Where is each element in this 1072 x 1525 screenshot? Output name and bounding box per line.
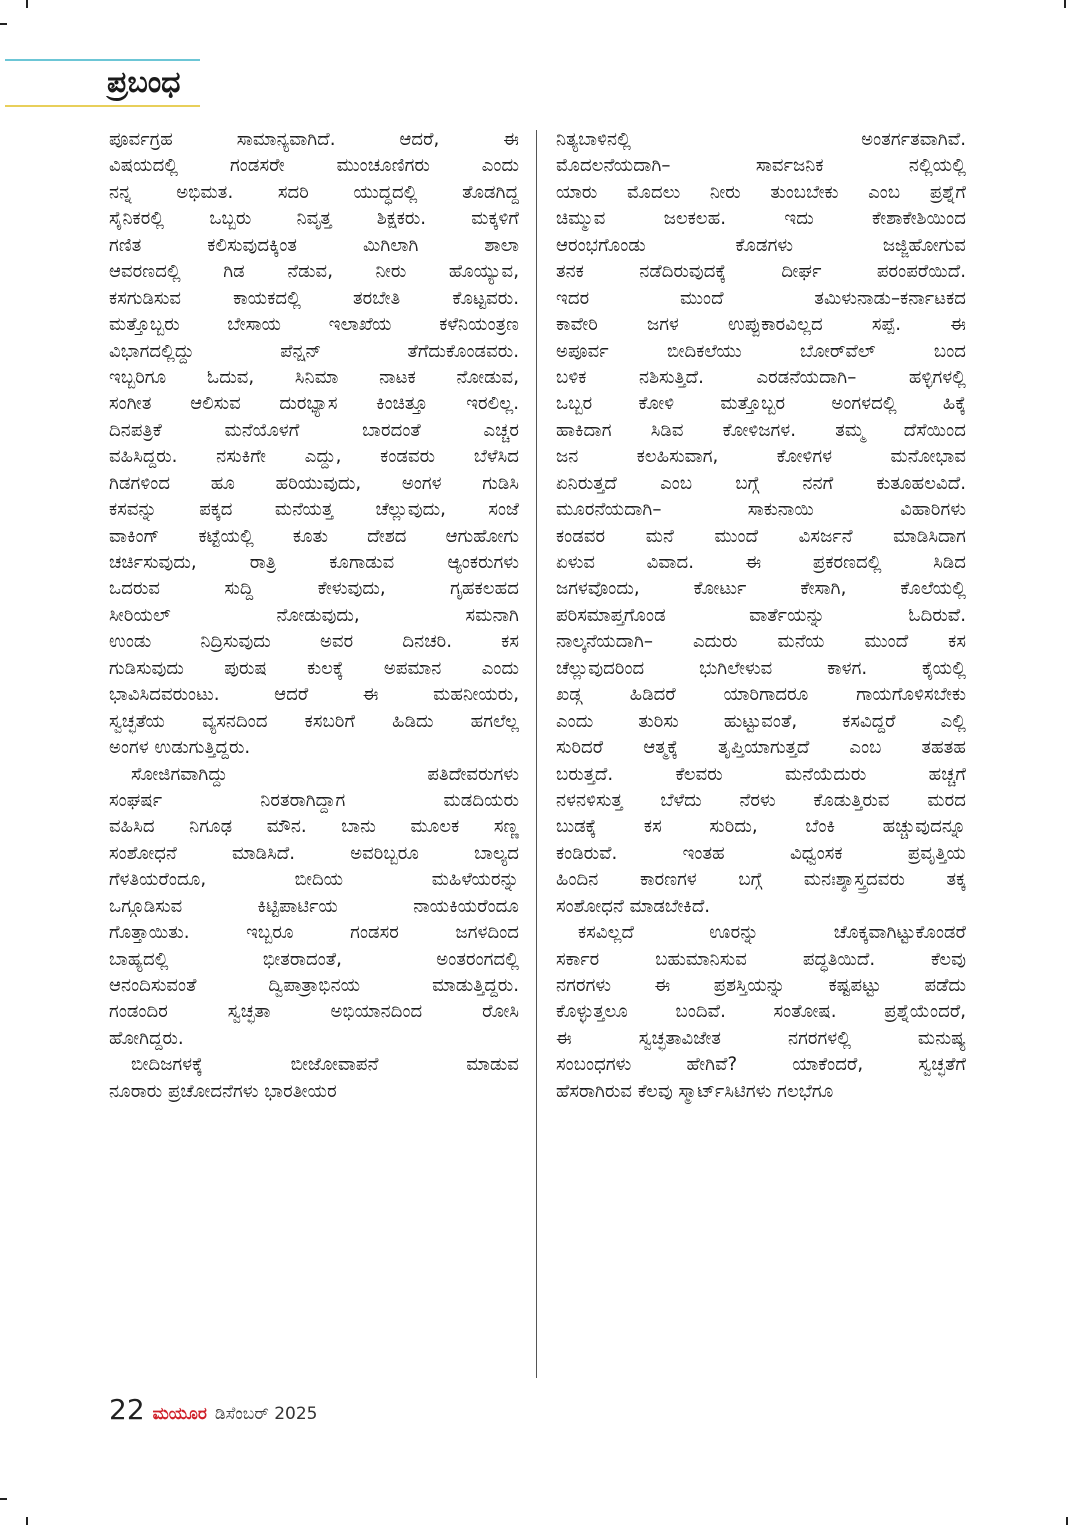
- issue-date: ಡಿಸೆಂಬರ್ 2025: [214, 1404, 318, 1424]
- text-line: ಗಿಡಗಳಿಂದ ಹೂ ಹರಿಯುವುದು, ಅಂಗಳ ಗುಡಿಸಿ: [109, 472, 519, 494]
- text-line: ನಿತ್ಯಬಾಳಿನಲ್ಲಿ ಅಂತರ್ಗತವಾಗಿವೆ.: [556, 129, 966, 150]
- text-line: ಕಸಗುಡಿಸುವ ಕಾಯಕದಲ್ಲಿ ತರಬೇತಿ ಕೊಟ್ಟವರು.: [109, 287, 519, 309]
- text-line: ಸೋಜಿಗವಾಗಿದ್ದು ಪತಿದೇವರುಗಳು: [131, 763, 519, 785]
- text-line: ಗುಡಿಸುವುದು ಪುರುಷ ಕುಲಕ್ಕೆ ಅಪಮಾನ ಎಂದು: [109, 657, 519, 679]
- text-line: ಮೂರನೆಯದಾಗಿ– ಸಾಕುನಾಯಿ ವಿಹಾರಿಗಳು: [556, 499, 966, 521]
- text-line: ಬೀದಿಜಗಳಕ್ಕೆ ಬೀಜೋವಾಪನೆ ಮಾಡುವ: [131, 1054, 519, 1076]
- text-line: ವಿಷಯದಲ್ಲಿ ಗಂಡಸರೇ ಮುಂಚೂಣಿಗರು ಎಂದು: [109, 155, 519, 177]
- text-line: ಜನ ಕಲಹಿಸುವಾಗ, ಕೋಳಿಗಳ ಮನೋಭಾವ: [556, 446, 966, 468]
- text-line: ಅಪೂರ್ವ ಬೀದಿಕಲೆಯು ಬೋರ್‌ವೆಲ್ ಬಂದ: [556, 340, 966, 362]
- text-line: ಕಂಡಿರುವೆ. ಇಂತಹ ವಿಧ್ವಂಸಕ ಪ್ರವೃತ್ತಿಯ: [556, 842, 966, 864]
- text-line: ಇಬ್ಬರಿಗೂ ಓದುವ, ಸಿನಿಮಾ ನಾಟಕ ನೋಡುವ,: [109, 366, 519, 388]
- text-line: ಸೈನಿಕರಲ್ಲಿ ಒಬ್ಬರು ನಿವೃತ್ತ ಶಿಕ್ಷಕರು. ಮಕ್ಕಳಿಗೆ: [109, 208, 519, 230]
- text-line: ಮತ್ತೊಬ್ಬರು ಬೇಸಾಯ ಇಲಾಖೆಯ ಕಳೆನಿಯಂತ್ರಣ: [109, 314, 519, 336]
- text-line: ಒಬ್ಬರ ಕೋಳಿ ಮತ್ತೊಬ್ಬರ ಅಂಗಳದಲ್ಲಿ ಹಿಕ್ಕೆ: [556, 393, 966, 415]
- text-line: ಚೆಲ್ಲುವುದರಿಂದ ಭುಗಿಲೇಳುವ ಕಾಳಗ. ಕೈಯಲ್ಲಿ: [556, 657, 966, 679]
- text-line: ಸಂಘರ್ಷ ನಿರತರಾಗಿದ್ದಾಗ ಮಡದಿಯರು: [109, 789, 519, 811]
- article-column-left: [109, 127, 519, 1105]
- text-line: ಸಂಗೀತ ಆಲಿಸುವ ದುರಭ್ಯಾಸ ಕಿಂಚಿತ್ತೂ ಇರಲಿಲ್ಲ.: [109, 393, 519, 415]
- text-line: ಸ್ವಚ್ಛತೆಯ ವ್ಯಸನದಿಂದ ಕಸಬರಿಗೆ ಹಿಡಿದು ಹಗಲೆಲ್ಲ: [109, 710, 519, 732]
- text-line: ಸರ್ಕಾರ ಬಹುಮಾನಿಸುವ ಪದ್ಧತಿಯಿದೆ. ಕೆಲವು: [556, 948, 966, 970]
- text-line: ಹೋಗಿದ್ದರು.: [109, 1027, 184, 1049]
- text-line: ನಾಲ್ಕನೆಯದಾಗಿ– ಎದುರು ಮನೆಯ ಮುಂದೆ ಕಸ: [556, 631, 966, 653]
- text-line: ಭಾವಿಸಿದವರುಂಟು. ಆದರೆ ಈ ಮಹನೀಯರು,: [109, 684, 519, 706]
- text-line: ಇದರ ಮುಂದೆ ತಮಿಳುನಾಡು–ಕರ್ನಾಟಕದ: [556, 287, 966, 309]
- text-line: ನಳನಳಿಸುತ್ತ ಬೆಳೆದು ನೆರಳು ಕೊಡುತ್ತಿರುವ ಮರದ: [556, 789, 966, 811]
- text-line: ಗೊತ್ತಾಯಿತು. ಇಬ್ಬರೂ ಗಂಡಸರ ಜಗಳದಿಂದ: [109, 922, 519, 944]
- text-line: ಎಂದು ತುರಿಸು ಹುಟ್ಟುವಂತೆ, ಕಸವಿದ್ದರೆ ಎಲ್ಲಿ: [556, 710, 966, 732]
- text-line: ಯಾರು ಮೊದಲು ನೀರು ತುಂಬಬೇಕು ಎಂಬ ಪ್ರಶ್ನೆಗೆ: [556, 181, 966, 203]
- text-line: ಕಸವನ್ನು ಪಕ್ಕದ ಮನೆಯತ್ತ ಚೆಲ್ಲುವುದು, ಸಂಜೆ: [109, 499, 519, 521]
- crop-mark: [26, 0, 28, 8]
- text-line: ಆನಂದಿಸುವಂತೆ ದ್ವಿಪಾತ್ರಾಭಿನಯ ಮಾಡುತ್ತಿದ್ದರು.: [109, 975, 519, 996]
- text-line: ಜಗಳವೊಂದು, ಕೋರ್ಟು ಕೇಸಾಗಿ, ಕೊಲೆಯಲ್ಲಿ: [556, 578, 966, 600]
- text-line: ಆರಂಭಗೊಂಡು ಕೊಡಗಳು ಜಜ್ಜಿಹೋಗುವ: [556, 234, 966, 256]
- text-line: ಒದರುವ ಸುದ್ದಿ ಕೇಳುವುದು, ಗೃಹಕಲಹದ: [109, 578, 519, 600]
- text-line: ಕೊಳ್ಳುತ್ತಲೂ ಬಂದಿವೆ. ಸಂತೋಷ. ಪ್ರಶ್ನೆಯೆಂದರೆ,: [556, 1001, 966, 1023]
- text-line: ವಿಭಾಗದಲ್ಲಿದ್ದು ಪೆನ್ಷನ್ ತೆಗೆದುಕೊಂಡವರು.: [109, 340, 519, 362]
- text-line: ಸೀರಿಯಲ್ ನೋಡುವುದು, ಸಮನಾಗಿ: [109, 604, 519, 626]
- text-line: ಬುಡಕ್ಕೆ ಕಸ ಸುರಿದು, ಬೆಂಕಿ ಹಚ್ಚುವುದನ್ನೂ: [556, 816, 966, 838]
- crop-mark: [1066, 1517, 1068, 1525]
- text-line: ಗಂಡಂದಿರ ಸ್ವಚ್ಛತಾ ಅಭಿಯಾನದಿಂದ ರೋಸಿ: [109, 1001, 519, 1023]
- text-line: ಹಾಕಿದಾಗ ಸಿಡಿವ ಕೋಳಿಜಗಳ. ತಮ್ಮ ದೆಸೆಯಿಂದ: [556, 419, 966, 441]
- text-line: ಚರ್ಚಿಸುವುದು, ರಾತ್ರಿ ಕೂಗಾಡುವ ಆ್ಯಂಕರುಗಳು: [109, 552, 519, 573]
- text-line: ನನ್ನ ಅಭಿಮತ. ಸದರಿ ಯುದ್ಧದಲ್ಲಿ ತೊಡಗಿದ್ದ: [109, 181, 519, 203]
- magazine-name: ಮಯೂರ: [152, 1404, 207, 1424]
- text-line: ತನಕ ನಡೆದಿರುವುದಕ್ಕೆ ದೀರ್ಘ ಪರಂಪರೆಯಿದೆ.: [556, 261, 966, 283]
- text-line: ಹಿಂದಿನ ಕಾರಣಗಳ ಬಗ್ಗೆ ಮನಃಶ್ಶಾಸ್ತ್ರದವರು ತಕ್ಕ: [556, 869, 966, 891]
- article-column-right: [556, 127, 966, 1105]
- text-line: ಪೂರ್ವಗ್ರಹ ಸಾಮಾನ್ಯವಾಗಿದೆ. ಆದರೆ, ಈ: [109, 129, 519, 150]
- text-line: ಬಾಹ್ಯದಲ್ಲಿ ಭೀತರಾದಂತೆ, ಅಂತರಂಗದಲ್ಲಿ: [109, 948, 519, 970]
- text-line: ಹೆಸರಾಗಿರುವ ಕೆಲವು ಸ್ಮಾರ್ಟ್‌ಸಿಟಿಗಳು ಗಲಭೆಗೂ: [556, 1080, 834, 1102]
- crop-mark: [1064, 0, 1066, 8]
- text-line: ಆವರಣದಲ್ಲಿ ಗಿಡ ನೆಡುವ, ನೀರು ಹೊಯ್ಯುವ,: [109, 261, 519, 283]
- page-footer: [109, 1393, 318, 1426]
- text-line: ದಿನಪತ್ರಿಕೆ ಮನೆಯೊಳಗೆ ಬಾರದಂತೆ ಎಚ್ಚರ: [109, 419, 519, 441]
- text-line: ಏಳುವ ವಿವಾದ. ಈ ಪ್ರಕರಣದಲ್ಲಿ ಸಿಡಿದ: [556, 552, 966, 573]
- crop-mark: [0, 1498, 7, 1500]
- text-line: ಸುರಿದರೆ ಆತ್ಮಕ್ಕೆ ತೃಪ್ತಿಯಾಗುತ್ತದೆ ಎಂಬ ತಹತಹ: [556, 737, 966, 759]
- text-line: ಸಂಶೋಧನೆ ಮಾಡಬೇಕಿದೆ.: [556, 895, 711, 917]
- text-line: ಪರಿಸಮಾಪ್ತಗೊಂಡ ವಾರ್ತೆಯನ್ನು ಓದಿರುವೆ.: [556, 604, 966, 626]
- crop-mark: [0, 23, 7, 25]
- crop-mark: [26, 1517, 28, 1525]
- text-line: ಗೆಳತಿಯರೆಂದೂ, ಬೀದಿಯ ಮಹಿಳೆಯರನ್ನು: [109, 869, 519, 891]
- text-line: ಸಂಬಂಧಗಳು ಹೇಗಿವೆ? ಯಾಕೆಂದರೆ, ಸ್ವಚ್ಛತೆಗೆ: [556, 1054, 966, 1076]
- text-line: ಒಗ್ಗೂಡಿಸುವ ಕಿಟ್ಟಿಪಾರ್ಟಿಯ ನಾಯಕಿಯರೆಂದೂ: [109, 895, 519, 917]
- text-line: ಬರುತ್ತದೆ. ಕೆಲವರು ಮನೆಯೆದುರು ಹಚ್ಚಗೆ: [556, 763, 966, 785]
- text-line: ಕಸವಿಲ್ಲದೆ ಊರನ್ನು ಚೊಕ್ಕವಾಗಿಟ್ಟುಕೊಂಡರೆ: [578, 922, 966, 944]
- page-number: 22: [109, 1393, 145, 1426]
- column-divider: [536, 130, 537, 1378]
- text-line: ಅಂಗಳ ಉಡುಗುತ್ತಿದ್ದರು.: [109, 737, 251, 759]
- text-line: ಏನಿರುತ್ತದೆ ಎಂಬ ಬಗ್ಗೆ ನನಗೆ ಕುತೂಹಲವಿದೆ.: [556, 472, 966, 494]
- text-line: ಮೊದಲನೆಯದಾಗಿ– ಸಾರ್ವಜನಿಕ ನಲ್ಲಿಯಲ್ಲಿ: [556, 155, 966, 177]
- text-line: ಖಡ್ಗ ಹಿಡಿದರೆ ಯಾರಿಗಾದರೂ ಗಾಯಗೊಳಿಸಬೇಕು: [556, 684, 966, 706]
- text-line: ಈ ಸ್ವಚ್ಛತಾವಿಜೇತ ನಗರಗಳಲ್ಲಿ ಮನುಷ್ಯ: [556, 1027, 966, 1049]
- section-title: ಪ್ರಬಂಧ: [107, 65, 181, 100]
- text-line: ಕಾವೇರಿ ಜಗಳ ಉಪ್ಪುಕಾರವಿಲ್ಲದ ಸಪ್ಪೆ. ಈ: [556, 314, 966, 336]
- text-line: ಚಿಮ್ಮುವ ಜಲಕಲಹ. ಇದು ಕೇಶಾಕೇಶಿಯಿಂದ: [556, 208, 966, 230]
- section-rule-bottom: [5, 105, 200, 107]
- text-line: ನೂರಾರು ಪ್ರಚೋದನೆಗಳು ಭಾರತೀಯರ: [109, 1080, 337, 1102]
- text-line: ಬಳಿಕ ನಶಿಸುತ್ತಿದೆ. ಎರಡನೆಯದಾಗಿ– ಹಳ್ಳಿಗಳಲ್ಲಿ: [556, 366, 966, 388]
- text-line: ವಹಿಸಿದ್ದರು. ನಸುಕಿಗೇ ಎದ್ದು, ಕಂಡವರು ಬೆಳೆಸಿದ: [109, 446, 519, 468]
- section-rule-top: [5, 59, 200, 61]
- text-line: ವಹಿಸಿದ ನಿಗೂಢ ಮೌನ. ಬಾನು ಮೂಲಕ ಸಣ್ಣ: [109, 816, 519, 838]
- text-line: ವಾಕಿಂಗ್ ಕಟ್ಟೆಯಲ್ಲಿ ಕೂತು ದೇಶದ ಆಗುಹೋಗು: [109, 525, 519, 547]
- text-line: ನಗರಗಳು ಈ ಪ್ರಶಸ್ತಿಯನ್ನು ಕಷ್ಟಪಟ್ಟು ಪಡೆದು: [556, 975, 966, 996]
- text-line: ಸಂಶೋಧನೆ ಮಾಡಿಸಿದೆ. ಅವರಿಬ್ಬರೂ ಬಾಲ್ಯದ: [109, 842, 519, 864]
- text-line: ಗಣಿತ ಕಲಿಸುವುದಕ್ಕಿಂತ ಮಿಗಿಲಾಗಿ ಶಾಲಾ: [109, 234, 519, 256]
- text-line: ಉಂಡು ನಿದ್ರಿಸುವುದು ಅವರ ದಿನಚರಿ. ಕಸ: [109, 631, 519, 653]
- text-line: ಕಂಡವರ ಮನೆ ಮುಂದೆ ವಿಸರ್ಜನೆ ಮಾಡಿಸಿದಾಗ: [556, 525, 966, 547]
